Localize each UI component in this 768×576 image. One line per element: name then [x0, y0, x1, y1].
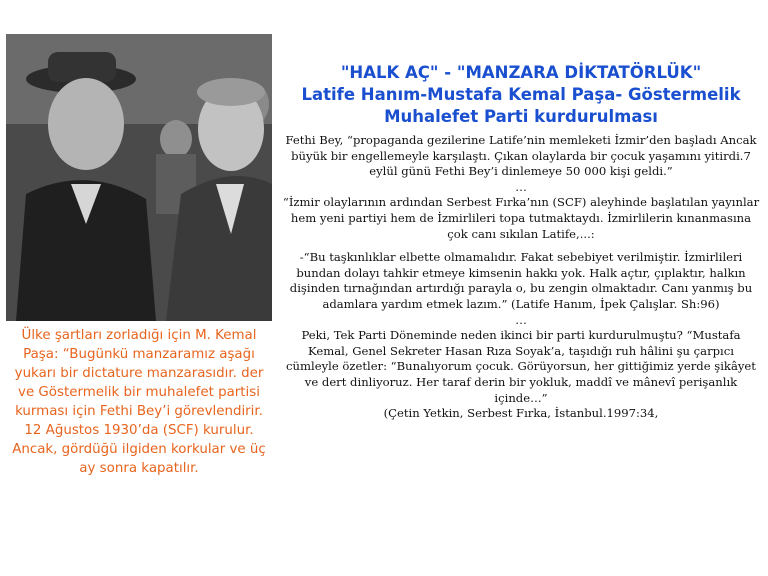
paragraph-4: Peki, Tek Parti Döneminde neden ikinci bir parti kurdurulmuştu? “Mustafa Kemal, Genel Sekreter Hasan Rıza Soyak’a, taşıdığı ruh hâlini şu çarpıcı cümleyle özetler: “Bunalıyorum çocuk. Görüyorsun, her gittiğimiz yerde şikâyet ve dert dinliyoruz. Her taraf derin bir yokluk, maddî ve mânevî perişanlık içinde…”	[286, 328, 756, 405]
page-title	[282, 62, 760, 128]
spacer	[282, 242, 760, 250]
paragraph-3: -“Bu taşkınlıklar elbette olmamalıdır. Fakat sebebiyet verilmiştir. İzmirlileri bundan dolayı tahkir etmeye kimsenin hakkı yok. Halk açtır, çıplaktır, halkın dişinden tırnağından artırdığı parayla o, bu zengin olmaktadır. Canı yanmış bu adamlara yardım etmek lazım.” (Latife Hanım, İpek Çalışlar. Sh:96)	[289, 250, 753, 311]
ellipsis-2: …	[515, 312, 527, 327]
ellipsis-1: …	[515, 179, 527, 194]
article-body	[282, 133, 760, 422]
photo-icon	[6, 34, 272, 321]
title-line-3: Muhalefet Parti kurdurulması	[384, 107, 658, 126]
paragraph-2: “İzmir olaylarının ardından Serbest Fırka’nın (SCF) aleyhinde başlatılan yayınlar hem yeni partiyi hem de İzmirlileri topa tutmaktaydı. İzmirlilerin kınanmasına çok canı sıkılan Latife,...:	[282, 195, 760, 241]
paragraph-1: Fethi Bey, “propaganda gezilerine Latife’nin memleketi İzmir’den başladı Ancak büyük bir engellemeyle karşılaştı. Çıkan olaylarda bir çocuk yaşamını yitirdi.7 eylül günü Fethi Bey’i dinlemeye 50 000 kişi geldi.”	[285, 133, 757, 179]
citation: (Çetin Yetkin, Serbest Fırka, İstanbul.1997:34,	[383, 406, 659, 421]
historical-photo	[6, 34, 272, 321]
title-line-1: "HALK AÇ" - "MANZARA DİKTATÖRLÜK"	[340, 63, 702, 82]
title-line-2: Latife Hanım-Mustafa Kemal Paşa- Göstermelik	[301, 85, 741, 104]
photo-caption: Ülke şartları zorladığı için M. Kemal Paşa: “Bugünkü manzaramız aşağı yukarı bir dictature manzarasıdır. der ve Göstermelik bir muhalefet partisi kurması için Fethi Bey’i görevlendirir. 12 Ağustos 1930’da (SCF) kurulur. Ancak, gördüğü ilgiden korkular ve üç ay sonra kapatılır.	[12, 328, 266, 476]
